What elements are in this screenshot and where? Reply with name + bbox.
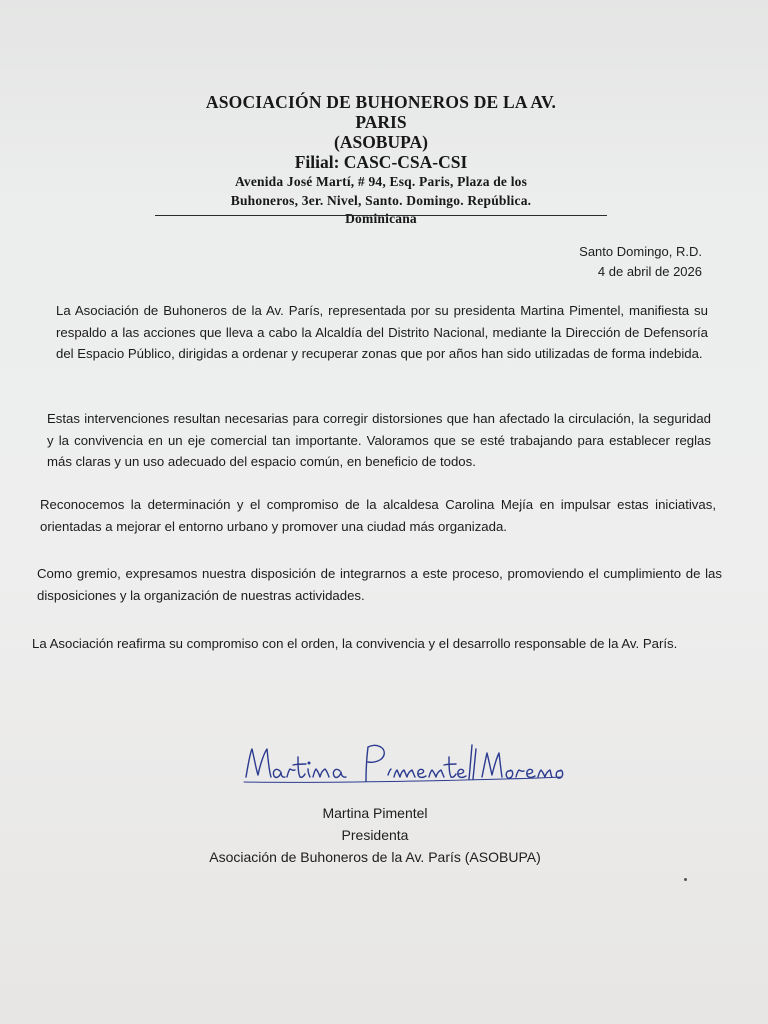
letterhead-filial: Filial: CASC-CSA-CSI [294,152,468,172]
letterhead-address-line2: Buhoneros, 3er. Nivel, Santo. Domingo. República. [230,192,532,208]
letterhead-address-line1: Avenida José Martí, # 94, Esq. Paris, Plaza de los [234,174,528,189]
body-paragraph-2: Estas intervenciones resultan necesarias para corregir distorsiones que han afectado la circulación, la seguridad y la convivencia en un eje comercial tan importante. Valoramos que se esté trabajando para establecer reglas más claras y un uso adecuado del espacio común, en beneficio de todos. [47,411,711,469]
body-paragraph-1: La Asociación de Buhoneros de la Av. París, representada por su presidenta Martina Pimentel, manifiesta su respaldo a las acciones que lleva a cabo la Alcaldía del Distrito Nacional, mediante la Dirección de Defensoría del Espacio Público, dirigidas a ordenar y recuperar zonas que por años han sido utilizadas de forma indebida. [56,303,708,361]
handwritten-signature [240,735,570,795]
letterhead-address-line3: Dominicana [345,211,417,226]
signer-name: Martina Pimentel [322,805,428,821]
signer-role: Presidenta [341,827,409,843]
body-paragraph-5: La Asociación reafirma su compromiso con el orden, la convivencia y el desarrollo responsable de la Av. París. [32,636,678,651]
body-paragraph-4: Como gremio, expresamos nuestra disposición de integrarnos a este proceso, promoviendo el cumplimiento de las disposiciones y la organización de nuestras actividades. [37,566,722,603]
date-block [579,242,702,282]
paper-speck [684,878,687,881]
letterhead-title-line2: PARIS [355,112,407,132]
letterhead [150,92,612,228]
body-paragraph-3: Reconocemos la determinación y el compromiso de la alcaldesa Carolina Mejía en impulsar estas iniciativas, orientadas a mejorar el entorno urbano y promover una ciudad más organizada. [40,497,716,534]
date-value: 4 de abril de 2026 [597,264,702,279]
letterhead-divider [155,215,607,216]
date-place: Santo Domingo, R.D. [579,244,702,259]
signer-organization: Asociación de Buhoneros de la Av. París (ASOBUPA) [209,849,541,865]
signature-block [160,802,590,868]
letterhead-title-line1: ASOCIACIÓN DE BUHONEROS DE LA AV. [205,92,557,112]
letterhead-acronym: (ASOBUPA) [334,132,428,152]
